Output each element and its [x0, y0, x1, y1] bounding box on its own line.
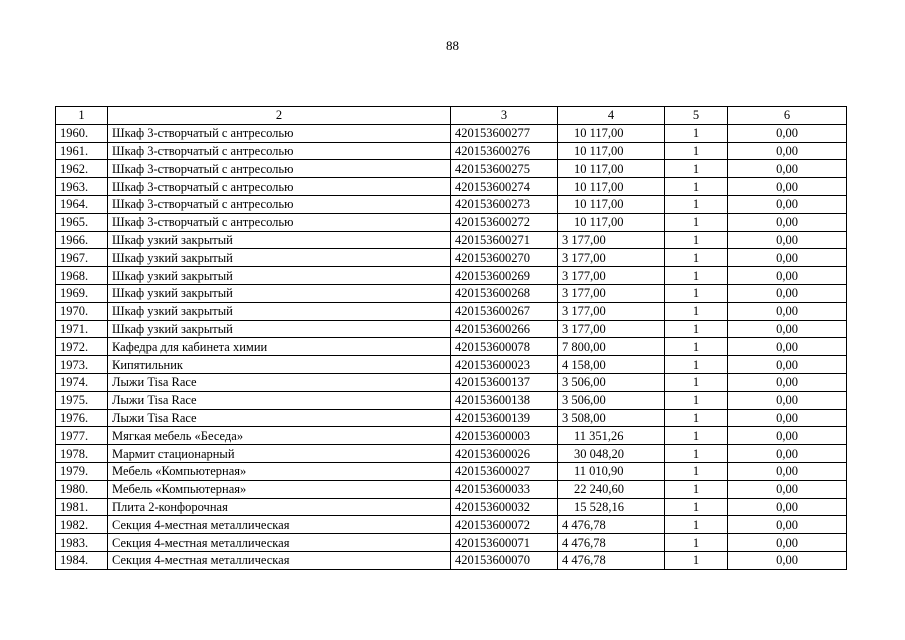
- cost-cell: 4 476,78: [558, 534, 665, 552]
- inventory-code-cell: 420153600268: [451, 284, 558, 302]
- table-row: [56, 409, 847, 427]
- item-name-cell: Шкаф узкий закрытый: [108, 284, 451, 302]
- item-name-cell: Шкаф 3-створчатый с антресолью: [108, 124, 451, 142]
- residual-value-cell: 0,00: [728, 320, 847, 338]
- cost-cell: 30 048,20: [558, 445, 665, 463]
- cost-cell: 4 476,78: [558, 551, 665, 569]
- item-name-cell: Лыжи Tisa Race: [108, 373, 451, 391]
- row-number-cell: 1961.: [56, 142, 108, 160]
- item-name-cell: Секция 4-местная металлическая: [108, 534, 451, 552]
- quantity-cell: 1: [665, 373, 728, 391]
- quantity-cell: 1: [665, 409, 728, 427]
- residual-value-cell: 0,00: [728, 178, 847, 196]
- cost-cell: 3 177,00: [558, 320, 665, 338]
- residual-value-cell: 0,00: [728, 516, 847, 534]
- table-row: [56, 249, 847, 267]
- cost-cell: 7 800,00: [558, 338, 665, 356]
- table-row: [56, 551, 847, 569]
- quantity-cell: 1: [665, 338, 728, 356]
- inventory-code-cell: 420153600078: [451, 338, 558, 356]
- row-number-cell: 1963.: [56, 178, 108, 196]
- inventory-code-cell: 420153600269: [451, 267, 558, 285]
- inventory-code-cell: 420153600023: [451, 356, 558, 374]
- inventory-code-cell: 420153600033: [451, 480, 558, 498]
- inventory-code-cell: 420153600272: [451, 213, 558, 231]
- item-name-cell: Секция 4-местная металлическая: [108, 516, 451, 534]
- row-number-cell: 1966.: [56, 231, 108, 249]
- table-row: [56, 124, 847, 142]
- inventory-table-body: [56, 107, 847, 570]
- table-row: [56, 427, 847, 445]
- table-row: [56, 338, 847, 356]
- quantity-cell: 1: [665, 142, 728, 160]
- table-row: [56, 142, 847, 160]
- residual-value-cell: 0,00: [728, 338, 847, 356]
- inventory-code-cell: 420153600138: [451, 391, 558, 409]
- row-number-cell: 1971.: [56, 320, 108, 338]
- cost-cell: 3 506,00: [558, 373, 665, 391]
- row-number-cell: 1980.: [56, 480, 108, 498]
- table-row: [56, 534, 847, 552]
- cost-cell: 3 177,00: [558, 249, 665, 267]
- inventory-code-cell: 420153600070: [451, 551, 558, 569]
- quantity-cell: 1: [665, 124, 728, 142]
- quantity-cell: 1: [665, 356, 728, 374]
- residual-value-cell: 0,00: [728, 551, 847, 569]
- cost-cell: 11 010,90: [558, 462, 665, 480]
- residual-value-cell: 0,00: [728, 427, 847, 445]
- page-number: 88: [446, 38, 459, 53]
- item-name-cell: Мармит стационарный: [108, 445, 451, 463]
- inventory-code-cell: 420153600276: [451, 142, 558, 160]
- quantity-cell: 1: [665, 445, 728, 463]
- table-row: [56, 213, 847, 231]
- residual-value-cell: 0,00: [728, 142, 847, 160]
- item-name-cell: Шкаф узкий закрытый: [108, 302, 451, 320]
- residual-value-cell: 0,00: [728, 356, 847, 374]
- inventory-code-cell: 420153600027: [451, 462, 558, 480]
- item-name-cell: Лыжи Tisa Race: [108, 409, 451, 427]
- quantity-cell: 1: [665, 427, 728, 445]
- cost-cell: 4 158,00: [558, 356, 665, 374]
- inventory-code-cell: 420153600270: [451, 249, 558, 267]
- cost-cell: 3 177,00: [558, 284, 665, 302]
- table-row: [56, 160, 847, 178]
- item-name-cell: Шкаф узкий закрытый: [108, 267, 451, 285]
- item-name-cell: Плита 2-конфорочная: [108, 498, 451, 516]
- table-row: [56, 516, 847, 534]
- cost-cell: 3 177,00: [558, 302, 665, 320]
- inventory-code-cell: 420153600267: [451, 302, 558, 320]
- row-number-cell: 1962.: [56, 160, 108, 178]
- item-name-cell: Секция 4-местная металлическая: [108, 551, 451, 569]
- row-number-cell: 1975.: [56, 391, 108, 409]
- inventory-code-cell: 420153600273: [451, 195, 558, 213]
- quantity-cell: 1: [665, 160, 728, 178]
- row-number-cell: 1974.: [56, 373, 108, 391]
- item-name-cell: Мягкая мебель «Беседа»: [108, 427, 451, 445]
- residual-value-cell: 0,00: [728, 480, 847, 498]
- item-name-cell: Шкаф 3-створчатый с антресолью: [108, 213, 451, 231]
- cost-cell: 10 117,00: [558, 195, 665, 213]
- residual-value-cell: 0,00: [728, 231, 847, 249]
- row-number-cell: 1984.: [56, 551, 108, 569]
- row-number-cell: 1967.: [56, 249, 108, 267]
- residual-value-cell: 0,00: [728, 160, 847, 178]
- residual-value-cell: 0,00: [728, 534, 847, 552]
- cost-cell: 10 117,00: [558, 213, 665, 231]
- row-number-cell: 1968.: [56, 267, 108, 285]
- row-number-cell: 1969.: [56, 284, 108, 302]
- residual-value-cell: 0,00: [728, 373, 847, 391]
- cost-cell: 10 117,00: [558, 124, 665, 142]
- residual-value-cell: 0,00: [728, 213, 847, 231]
- quantity-cell: 1: [665, 320, 728, 338]
- item-name-cell: Шкаф 3-створчатый с антресолью: [108, 160, 451, 178]
- header-cell-6: 6: [728, 107, 847, 125]
- item-name-cell: Шкаф узкий закрытый: [108, 249, 451, 267]
- row-number-cell: 1983.: [56, 534, 108, 552]
- residual-value-cell: 0,00: [728, 284, 847, 302]
- row-number-cell: 1976.: [56, 409, 108, 427]
- quantity-cell: 1: [665, 195, 728, 213]
- table-row: [56, 302, 847, 320]
- table-header-row: [56, 107, 847, 125]
- inventory-code-cell: 420153600266: [451, 320, 558, 338]
- table-row: [56, 445, 847, 463]
- residual-value-cell: 0,00: [728, 195, 847, 213]
- inventory-code-cell: 420153600072: [451, 516, 558, 534]
- residual-value-cell: 0,00: [728, 249, 847, 267]
- header-cell-3: 3: [451, 107, 558, 125]
- quantity-cell: 1: [665, 178, 728, 196]
- inventory-code-cell: 420153600003: [451, 427, 558, 445]
- row-number-cell: 1981.: [56, 498, 108, 516]
- row-number-cell: 1978.: [56, 445, 108, 463]
- item-name-cell: Шкаф 3-створчатый с антресолью: [108, 142, 451, 160]
- quantity-cell: 1: [665, 551, 728, 569]
- quantity-cell: 1: [665, 480, 728, 498]
- residual-value-cell: 0,00: [728, 391, 847, 409]
- header-cell-5: 5: [665, 107, 728, 125]
- quantity-cell: 1: [665, 302, 728, 320]
- item-name-cell: Мебель «Компьютерная»: [108, 462, 451, 480]
- cost-cell: 11 351,26: [558, 427, 665, 445]
- table-row: [56, 231, 847, 249]
- item-name-cell: Мебель «Компьютерная»: [108, 480, 451, 498]
- quantity-cell: 1: [665, 267, 728, 285]
- header-cell-4: 4: [558, 107, 665, 125]
- inventory-code-cell: 420153600271: [451, 231, 558, 249]
- inventory-code-cell: 420153600071: [451, 534, 558, 552]
- inventory-table: [55, 106, 847, 570]
- item-name-cell: Шкаф 3-створчатый с антресолью: [108, 195, 451, 213]
- table-row: [56, 373, 847, 391]
- item-name-cell: Шкаф 3-створчатый с антресолью: [108, 178, 451, 196]
- table-row: [56, 320, 847, 338]
- cost-cell: 10 117,00: [558, 178, 665, 196]
- residual-value-cell: 0,00: [728, 462, 847, 480]
- inventory-code-cell: 420153600032: [451, 498, 558, 516]
- inventory-code-cell: 420153600137: [451, 373, 558, 391]
- quantity-cell: 1: [665, 516, 728, 534]
- table-row: [56, 267, 847, 285]
- inventory-code-cell: 420153600277: [451, 124, 558, 142]
- item-name-cell: Кафедра для кабинета химии: [108, 338, 451, 356]
- table-row: [56, 462, 847, 480]
- table-row: [56, 480, 847, 498]
- cost-cell: 10 117,00: [558, 142, 665, 160]
- row-number-cell: 1964.: [56, 195, 108, 213]
- cost-cell: 22 240,60: [558, 480, 665, 498]
- inventory-code-cell: 420153600139: [451, 409, 558, 427]
- residual-value-cell: 0,00: [728, 267, 847, 285]
- cost-cell: 10 117,00: [558, 160, 665, 178]
- item-name-cell: Лыжи Tisa Race: [108, 391, 451, 409]
- row-number-cell: 1965.: [56, 213, 108, 231]
- item-name-cell: Шкаф узкий закрытый: [108, 320, 451, 338]
- residual-value-cell: 0,00: [728, 498, 847, 516]
- residual-value-cell: 0,00: [728, 302, 847, 320]
- cost-cell: 3 508,00: [558, 409, 665, 427]
- quantity-cell: 1: [665, 391, 728, 409]
- row-number-cell: 1970.: [56, 302, 108, 320]
- inventory-code-cell: 420153600026: [451, 445, 558, 463]
- residual-value-cell: 0,00: [728, 124, 847, 142]
- quantity-cell: 1: [665, 534, 728, 552]
- quantity-cell: 1: [665, 284, 728, 302]
- row-number-cell: 1982.: [56, 516, 108, 534]
- quantity-cell: 1: [665, 231, 728, 249]
- row-number-cell: 1960.: [56, 124, 108, 142]
- residual-value-cell: 0,00: [728, 409, 847, 427]
- cost-cell: 3 177,00: [558, 267, 665, 285]
- row-number-cell: 1979.: [56, 462, 108, 480]
- item-name-cell: Кипятильник: [108, 356, 451, 374]
- row-number-cell: 1973.: [56, 356, 108, 374]
- table-row: [56, 195, 847, 213]
- cost-cell: 4 476,78: [558, 516, 665, 534]
- header-cell-1: 1: [56, 107, 108, 125]
- cost-cell: 3 506,00: [558, 391, 665, 409]
- header-cell-2: 2: [108, 107, 451, 125]
- inventory-code-cell: 420153600275: [451, 160, 558, 178]
- table-row: [56, 178, 847, 196]
- item-name-cell: Шкаф узкий закрытый: [108, 231, 451, 249]
- inventory-code-cell: 420153600274: [451, 178, 558, 196]
- row-number-cell: 1977.: [56, 427, 108, 445]
- quantity-cell: 1: [665, 249, 728, 267]
- table-row: [56, 391, 847, 409]
- table-row: [56, 498, 847, 516]
- cost-cell: 3 177,00: [558, 231, 665, 249]
- row-number-cell: 1972.: [56, 338, 108, 356]
- quantity-cell: 1: [665, 462, 728, 480]
- cost-cell: 15 528,16: [558, 498, 665, 516]
- table-row: [56, 284, 847, 302]
- quantity-cell: 1: [665, 498, 728, 516]
- residual-value-cell: 0,00: [728, 445, 847, 463]
- quantity-cell: 1: [665, 213, 728, 231]
- table-row: [56, 356, 847, 374]
